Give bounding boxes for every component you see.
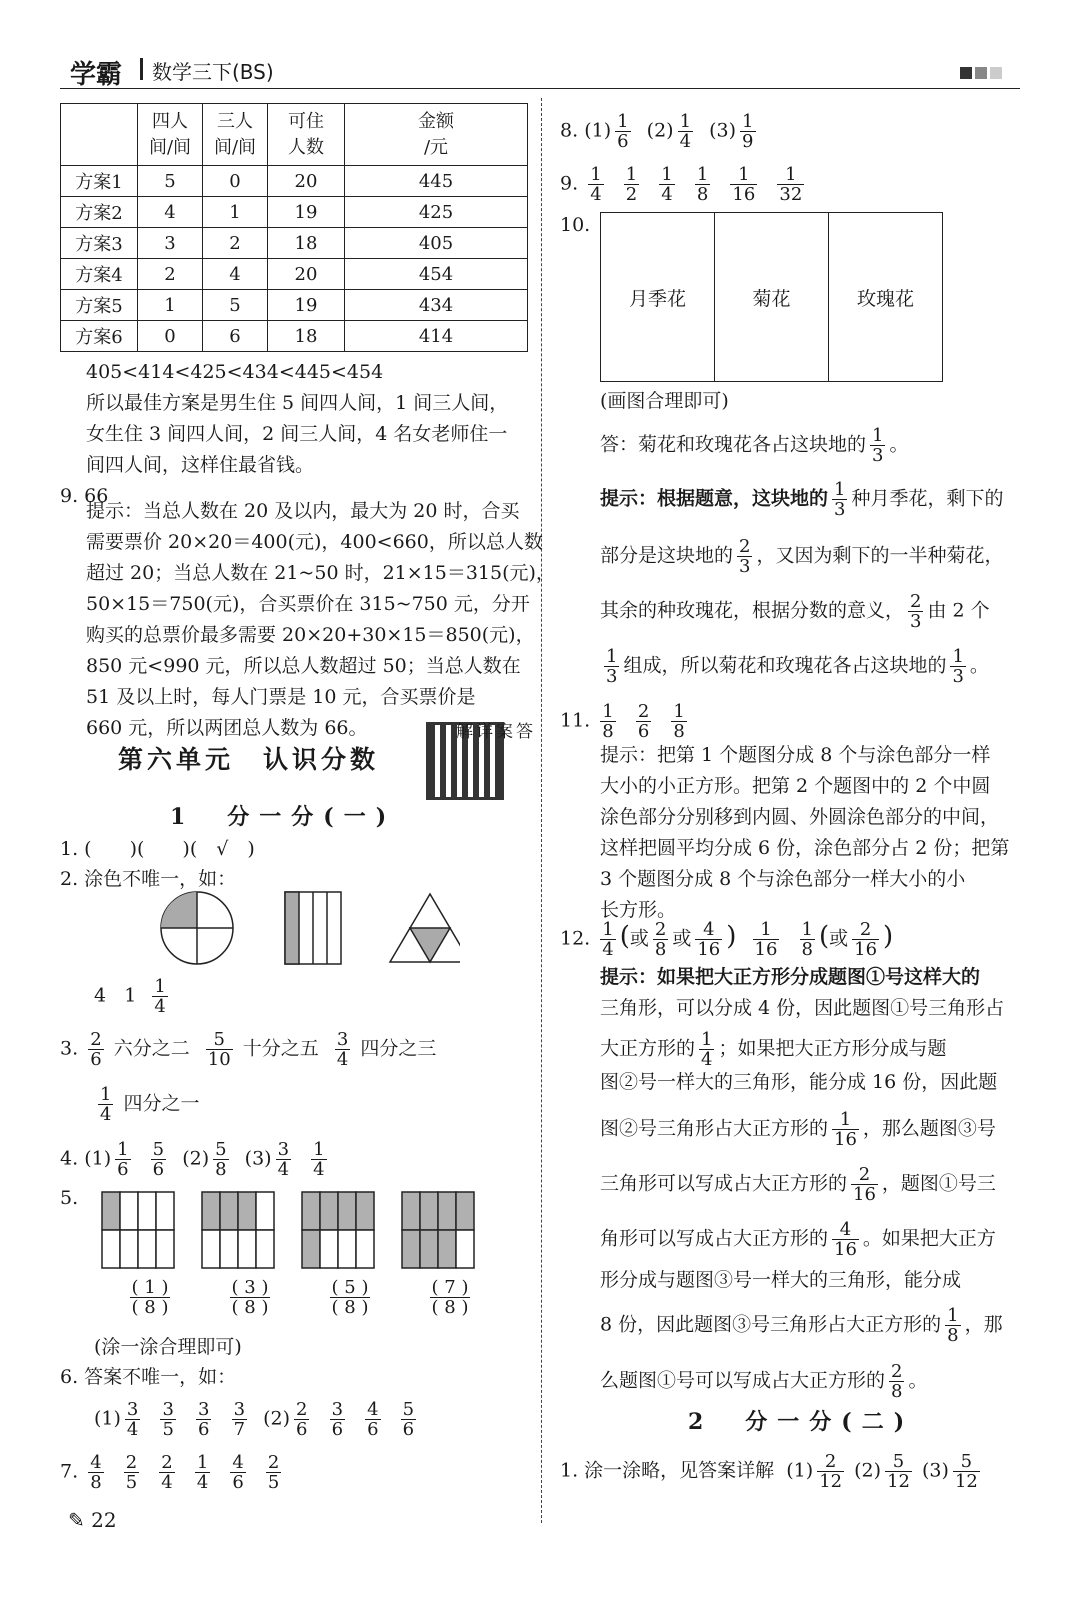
q10-label: 10. — [560, 214, 591, 236]
q12-tip: 三角形可以写成占大正方形的 $\frac{2}{16}$ ，题图①号三 — [600, 1164, 996, 1205]
plot-cell: 月季花 — [601, 213, 715, 381]
page-number: 22 — [91, 1508, 117, 1532]
q12-answer: 12. $\frac{1}{4}$ (或 $\frac{2}{8}$ 或 $\frac{4}{16}$ ) $\frac{1}{16}$ $\frac{1}{8}$ (或 $\frac{2}{16}$ ) — [560, 919, 894, 960]
q6-answer: (1) $\frac{3}{4}$ $\frac{3}{5}$ $\frac{3}{6}$ $\frac{3}{7}$ (2) $\frac{2}{6}$ $\frac{3}{6}$ $\frac{4}{6}$ $\frac{5}{6}$ — [94, 1399, 415, 1440]
header-rule — [60, 88, 1020, 89]
q5-grid-cell — [102, 1230, 120, 1268]
page-footer — [68, 1508, 117, 1532]
q12-tip: 图②号三角形占大正方形的 $\frac{1}{16}$ ，那么题图③号 — [600, 1109, 996, 1150]
compare-text: 405<414<425<434<445<454 — [86, 361, 384, 383]
q7-answer: 7. $\frac{4}{8}$ $\frac{2}{5}$ $\frac{2}{4}$ $\frac{1}{4}$ $\frac{4}{6}$ $\frac{2}{5}$ — [60, 1452, 280, 1493]
q5-grid-cell — [220, 1230, 238, 1268]
table-row: 方案1 5 0 20 445 — [61, 166, 528, 197]
q5-grid-cell — [338, 1230, 356, 1268]
q5-grid-cell — [402, 1230, 420, 1268]
q12-tip: 大正方形的 $\frac{1}{4}$ ；如果把大正方形分成与题 — [600, 1029, 947, 1070]
q2-answer: 4 1 $\frac{1}{4}$ — [94, 976, 166, 1017]
q5-grid-cell — [302, 1230, 320, 1268]
q5-grid-cell — [220, 1192, 238, 1230]
q12-tip: 图②号一样大的三角形，能分成 16 份，因此题 — [600, 1071, 998, 1093]
table-header: 金额 /元 — [345, 104, 528, 166]
qr-label: 答案详解 — [452, 722, 532, 739]
q5-grid-cell — [156, 1230, 174, 1268]
q5-grid-cell — [420, 1230, 438, 1268]
q12-tip: 8 份，因此题图③号三角形占大正方形的 $\frac{1}{8}$ ，那 — [600, 1305, 1003, 1346]
q5-grids — [100, 1190, 520, 1270]
q12-tip: 么题图①号可以写成占大正方形的 $\frac{2}{8}$ 。 — [600, 1361, 928, 1402]
q5-grid-cell — [102, 1192, 120, 1230]
table-row: 方案6 0 6 18 414 — [61, 321, 528, 352]
q5-grid-cell — [456, 1192, 474, 1230]
q5-grid-cell — [120, 1192, 138, 1230]
q10-tip: $\frac{1}{3}$ 组成，所以菊花和玫瑰花各占这块地的 $\frac{1}{3}$ 。 — [606, 646, 989, 687]
q5-grid-cell — [138, 1230, 156, 1268]
table-header — [61, 104, 138, 166]
pencil-icon: ✎ — [68, 1508, 85, 1532]
header-divider — [140, 58, 143, 80]
q5-grid-cell — [302, 1192, 320, 1230]
q2-label: 2. 涂色不唯一，如： — [60, 868, 237, 890]
q10-answer: 答：菊花和玫瑰花各占这块地的 $\frac{1}{3}$ 。 — [600, 425, 909, 466]
q12-tip: 形分成与题图③号一样大的三角形，能分成 — [600, 1269, 962, 1291]
q1b-answer: 1. 涂一涂略，见答案详解 (1) $\frac{2}{12}$ (2) $\frac{5}{12}$ (3) $\frac{5}{12}$ — [560, 1451, 978, 1492]
q5-grid-cell — [420, 1192, 438, 1230]
q5-grid-cell — [156, 1192, 174, 1230]
q5-grid-cell — [202, 1230, 220, 1268]
q3-answer: 3. $\frac{2}{6}$ 六分之二 $\frac{5}{10}$ 十分之五 $\frac{3}{4}$ 四分之三 — [60, 1029, 437, 1070]
q5-grid-cell — [356, 1230, 374, 1268]
q5-grid-cell — [256, 1230, 274, 1268]
q9-answer: 9. 66 — [60, 485, 109, 507]
q5-grid-cell — [438, 1230, 456, 1268]
q1-answer: 1. ( )( )( √ ) — [60, 838, 255, 860]
q5-grid-cell — [256, 1192, 274, 1230]
table-row: 方案3 3 2 18 405 — [61, 228, 528, 259]
table-row: 方案5 1 5 19 434 — [61, 290, 528, 321]
q5-fractions: $\frac{( 1 )}{( 8 )}$ $\frac{( 3 )}{( 8 )}$ $\frac{( 5 )}{( 8 )}$ $\frac{( 7 )}{( 8 )}$ — [131, 1277, 469, 1318]
q10-tip: 部分是这块地的 $\frac{2}{3}$ ，又因为剩下的一半种菊花， — [600, 536, 1004, 577]
table-header: 四人 间/间 — [138, 104, 203, 166]
q12-tip: 角形可以写成占大正方形的 $\frac{4}{16}$ 。如果把大正方 — [600, 1219, 996, 1260]
lesson-1-title: 1 分一分(一) — [170, 804, 397, 830]
table-header: 可住 人数 — [268, 104, 345, 166]
q10-tip: 提示：根据题意，这块地的 $\frac{1}{3}$ 种月季花，剩下的 — [600, 479, 1004, 520]
q2-figures — [160, 888, 460, 968]
q5-grid-cell — [202, 1192, 220, 1230]
header — [60, 50, 1020, 90]
q5-note: (涂一涂合理即可) — [94, 1336, 242, 1358]
q11-answer: 11. $\frac{1}{8}$ $\frac{2}{6}$ $\frac{1}{8}$ — [560, 701, 685, 742]
table-row: 方案2 4 1 19 425 — [61, 197, 528, 228]
q9-fractions: 9. $\frac{1}{4}$ $\frac{1}{2}$ $\frac{1}{4}$ $\frac{1}{8}$ $\frac{1}{16}$ $\frac{1}{32}$ — [560, 164, 803, 205]
best-text: 女生住 3 间四人间，2 间三人间，4 名女老师住一 — [86, 423, 508, 445]
q5-grid-cell — [320, 1230, 338, 1268]
q6-label: 6. 答案不唯一，如： — [60, 1366, 237, 1388]
q5-grid-cell — [456, 1230, 474, 1268]
best-text: 所以最佳方案是男生住 5 间四人间，1 间三人间， — [86, 392, 509, 414]
best-text: 间四人间，这样住最省钱。 — [86, 454, 315, 476]
q11-tip: 提示：把第 1 个题图分成 8 个与涂色部分一样 大小的小正方形。把第 2 个题图中的 2 个中圆 涂色部分分别移到内圆、外圆涂色部分的中间， 这样把圆平均分成 6 份，涂色部分占 2 份；把第 3 个题图分成 8 个与涂色部分一样大小的小 长方形。 — [600, 744, 1010, 921]
q5-grid-cell — [238, 1192, 256, 1230]
q5-grid-cell — [320, 1192, 338, 1230]
brand-logo: 学霸 — [70, 60, 123, 90]
q5-grid-cell — [120, 1230, 138, 1268]
q5-label: 5. — [60, 1187, 79, 1209]
q5-grid-cell — [238, 1230, 256, 1268]
q9-tip: 提示：当总人数在 20 及以内，最大为 20 时，合买 需要票价 20×20＝400(元)，400<660，所以总人数 超过 20；当总人数在 21~50 时，21×15＝315(元)， 50×15＝750(元)，合买票价在 315~750 元，分开 购买的总票价最多需要 20×20+30×15＝850(元)， 850 元<990 元，所以总人数超过 50；当总人数在 51 及以上时，每人门票是 10 元，合买票价是 660 元，所以两团总人数为 66。 — [86, 500, 555, 739]
table-header: 三人 间/间 — [203, 104, 268, 166]
unit-title: 第六单元 认识分数 — [118, 745, 380, 774]
q3-answer-cont: $\frac{1}{4}$ 四分之一 — [100, 1084, 200, 1125]
plot-cell: 菊花 — [715, 213, 829, 381]
header-subject: 数学三下(BS) — [152, 60, 274, 84]
plot-cell: 玫瑰花 — [856, 287, 914, 310]
table-row: 方案4 2 4 20 454 — [61, 259, 528, 290]
q5-grid-cell — [402, 1192, 420, 1230]
column-separator — [541, 98, 542, 1523]
plan-table — [60, 103, 528, 352]
q8-answer: 8. (1) $\frac{1}{6}$ (2) $\frac{1}{4}$ (3) $\frac{1}{9}$ — [560, 111, 754, 152]
lesson-2-title: 2 分一分(二) — [688, 1409, 915, 1435]
q10-plot — [600, 212, 943, 382]
q5-grid-cell — [338, 1192, 356, 1230]
q10-tip: 其余的种玫瑰花，根据分数的意义， $\frac{2}{3}$ 由 2 个 — [600, 591, 990, 632]
q10-note: (画图合理即可) — [600, 390, 729, 412]
q5-grid-cell — [138, 1192, 156, 1230]
q5-grid-cell — [356, 1192, 374, 1230]
header-squares — [960, 62, 1002, 84]
q5-grid-cell — [438, 1192, 456, 1230]
q12-tip: 提示：如果把大正方形分成题图①号这样大的 — [600, 966, 981, 988]
q12-tip: 三角形，可以分成 4 份，因此题图①号三角形占 — [600, 997, 1005, 1019]
q4-answer: 4. (1) $\frac{1}{6}$ $\frac{5}{6}$ (2) $\frac{5}{8}$ (3) $\frac{3}{4}$ $\frac{1}{4}$ — [60, 1139, 325, 1180]
